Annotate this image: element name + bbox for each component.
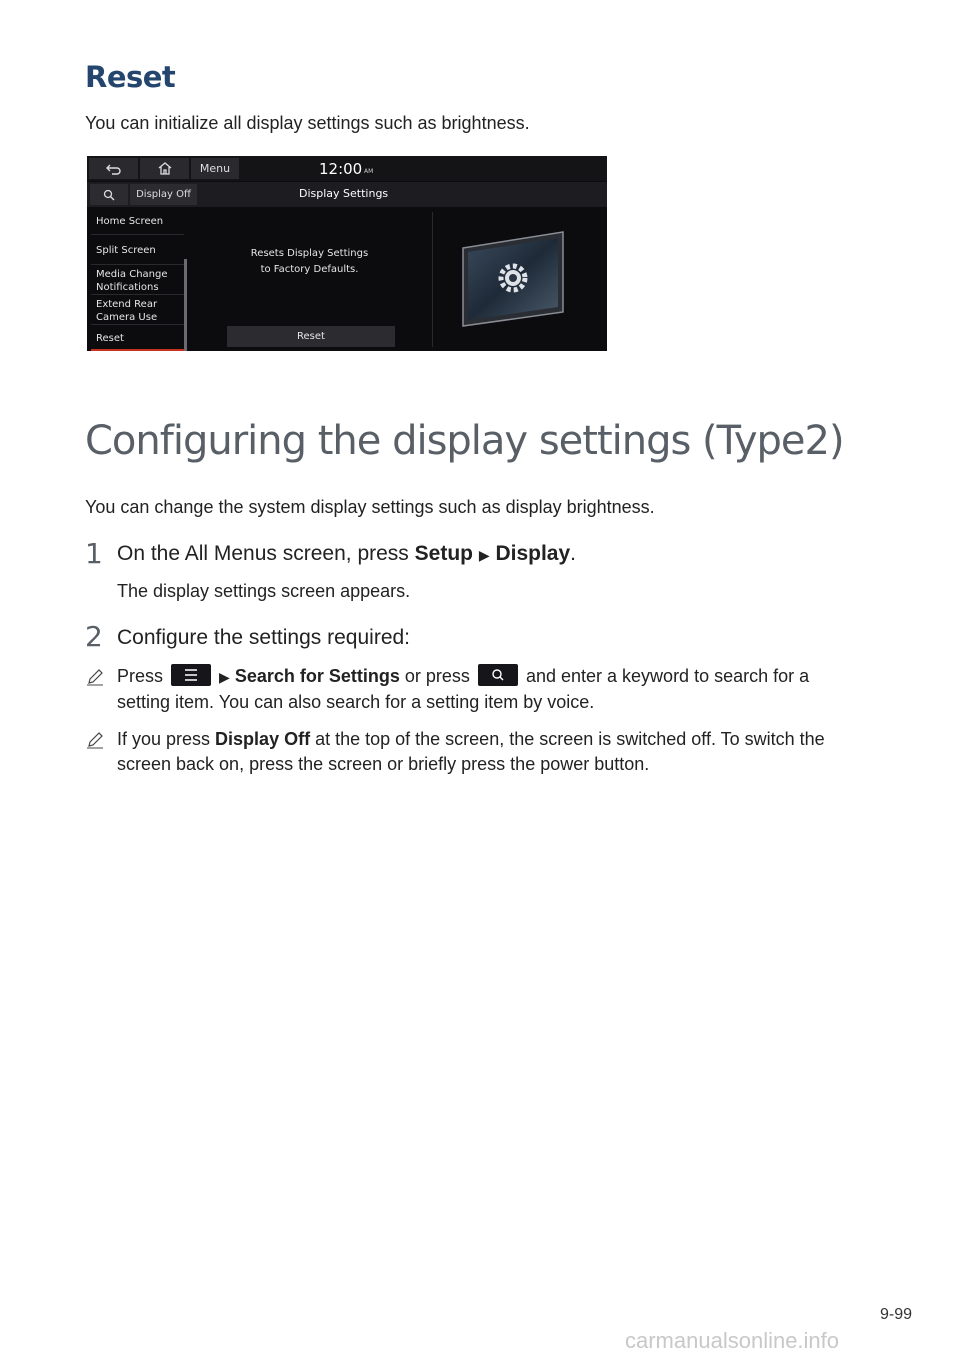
note-text-part: at the top of the screen, the screen is switched off. To switch the [310, 729, 825, 749]
menu-item-label-line1: Media Change [96, 269, 168, 280]
step-result: The display settings screen appears. [117, 581, 411, 601]
reset-description: You can initialize all display settings such as brightness. [85, 113, 530, 133]
step-text [117, 542, 576, 566]
arrow-icon: ▶ [219, 669, 230, 685]
clock-ampm: AM [364, 168, 374, 175]
panel-divider [432, 212, 433, 347]
clock-time: 12:00 [319, 160, 363, 178]
back-icon [106, 163, 122, 175]
note-text-part: or press [404, 666, 470, 686]
back-button[interactable] [89, 158, 138, 179]
reset-message [187, 246, 432, 278]
search-icon [478, 664, 518, 686]
reset-message-line2: to Factory Defaults. [260, 264, 359, 275]
step-bold-setup: Setup [414, 542, 473, 565]
home-icon [158, 162, 172, 175]
note-bold-search-for-settings: Search for Settings [234, 666, 400, 686]
menu-item-media-change-notifications[interactable] [91, 266, 184, 295]
step-text-part: On the All Menus screen, press [117, 542, 415, 565]
watermark: carmanualsonline.info [625, 1328, 840, 1353]
display-settings-illustration [455, 228, 567, 328]
note-pencil-icon [86, 731, 104, 749]
menu-item-label: Home Screen [96, 216, 164, 227]
step-bold-display: Display [495, 542, 571, 565]
menu-icon [171, 664, 211, 686]
menu-item-label: Reset [96, 333, 124, 344]
head-unit-screenshot [87, 156, 607, 351]
step-text: Configure the settings required: [117, 626, 411, 649]
screen-title: Display Settings [299, 187, 389, 200]
note-text-line2: setting item. You can also search for a setting item by voice. [117, 692, 595, 712]
menu-item-label-line2: Camera Use [96, 312, 158, 323]
search-button[interactable] [90, 184, 128, 205]
section-title-reset: Reset [85, 60, 176, 94]
note-text [117, 664, 877, 715]
note-text-line2: screen back on, press the screen or briefly press the power button. [117, 754, 650, 774]
reset-button[interactable]: Reset [227, 326, 395, 347]
note-text-part: Press [117, 666, 164, 686]
note-text [117, 727, 877, 777]
page-number: 9-99 [880, 1306, 913, 1323]
settings-menu [87, 208, 184, 351]
note-pencil-icon [86, 668, 104, 686]
menu-item-home-screen[interactable] [91, 208, 184, 235]
note-text-part: If you press [117, 729, 216, 749]
search-key [478, 664, 518, 686]
note-bold-display-off: Display Off [215, 729, 311, 749]
menu-button[interactable]: Menu [191, 158, 239, 179]
search-icon [103, 189, 115, 201]
menu-item-label-line2: Notifications [96, 282, 159, 293]
step-number: 2 [85, 620, 103, 653]
menu-item-label: Split Screen [96, 245, 156, 256]
intro-text: You can change the system display settings such as display brightness. [85, 497, 655, 517]
menu-item-reset[interactable] [91, 326, 184, 351]
step-text-part: . [570, 542, 576, 565]
display-off-button[interactable]: Display Off [130, 184, 197, 205]
home-button[interactable] [140, 158, 189, 179]
top-bar [87, 156, 607, 181]
menu-item-extend-rear-camera-use[interactable] [91, 296, 184, 325]
reset-message-line1: Resets Display Settings [250, 248, 369, 259]
menu-key [171, 664, 211, 686]
step-number: 1 [85, 537, 103, 570]
arrow-icon: ▶ [478, 547, 490, 563]
page-title: Configuring the display settings (Type2) [85, 418, 844, 464]
reset-content-panel [187, 208, 432, 351]
menu-item-label-line1: Extend Rear [96, 299, 158, 310]
menu-item-split-screen[interactable] [91, 237, 184, 265]
note-text-part: and enter a keyword to search for a [525, 666, 810, 686]
